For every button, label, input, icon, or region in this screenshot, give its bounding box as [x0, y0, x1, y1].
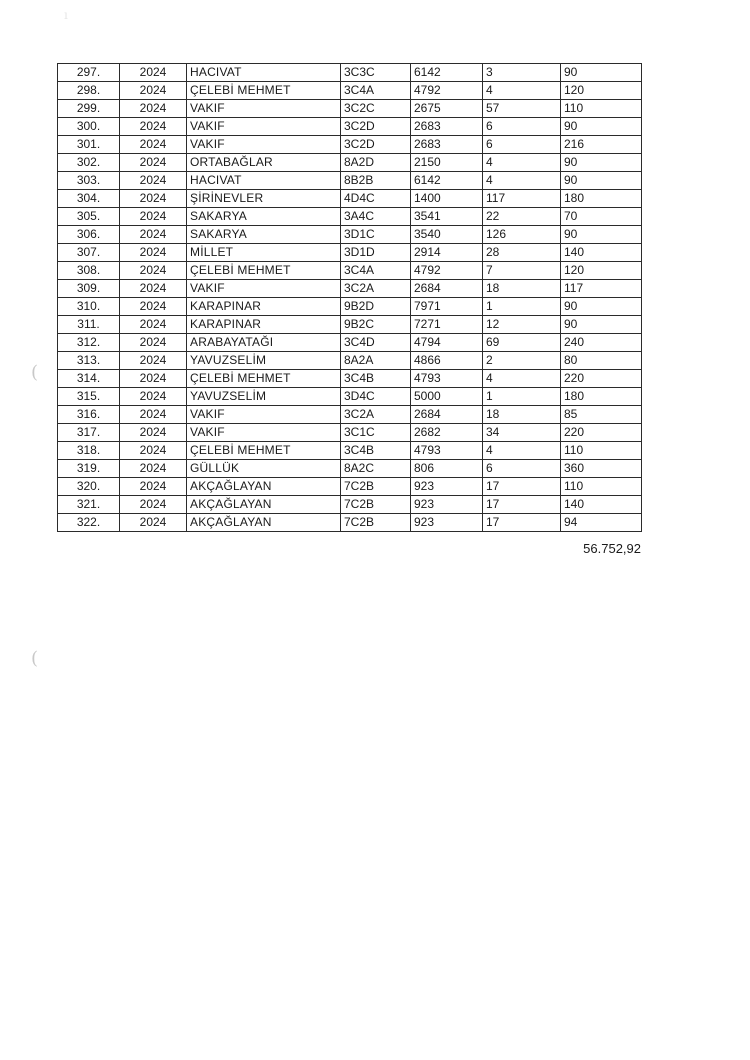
table-row	[58, 496, 642, 514]
quantity-cell: 126	[483, 226, 561, 244]
row-number-cell: 321.	[58, 496, 120, 514]
year-cell: 2024	[120, 262, 187, 280]
row-number-cell: 318.	[58, 442, 120, 460]
quantity-cell: 6	[483, 136, 561, 154]
value-cell: 70	[561, 208, 642, 226]
parcel-number-cell: 5000	[411, 388, 483, 406]
parcel-number-cell: 7271	[411, 316, 483, 334]
quantity-cell: 28	[483, 244, 561, 262]
location-name-cell: VAKIF	[187, 136, 341, 154]
block-code-cell: 3A4C	[341, 208, 411, 226]
table-row	[58, 64, 642, 82]
year-cell: 2024	[120, 136, 187, 154]
table-row	[58, 280, 642, 298]
year-cell: 2024	[120, 172, 187, 190]
year-cell: 2024	[120, 352, 187, 370]
value-cell: 140	[561, 496, 642, 514]
year-cell: 2024	[120, 496, 187, 514]
records-table-body	[58, 64, 642, 532]
year-cell: 2024	[120, 406, 187, 424]
value-cell: 80	[561, 352, 642, 370]
quantity-cell: 1	[483, 298, 561, 316]
table-row	[58, 406, 642, 424]
block-code-cell: 9B2C	[341, 316, 411, 334]
quantity-cell: 4	[483, 154, 561, 172]
grand-total: 56.752,92	[583, 541, 641, 556]
value-cell: 110	[561, 442, 642, 460]
block-code-cell: 8A2C	[341, 460, 411, 478]
quantity-cell: 117	[483, 190, 561, 208]
year-cell: 2024	[120, 370, 187, 388]
parcel-number-cell: 4793	[411, 442, 483, 460]
location-name-cell: YAVUZSELİM	[187, 352, 341, 370]
table-row	[58, 172, 642, 190]
table-row	[58, 262, 642, 280]
block-code-cell: 3C4B	[341, 370, 411, 388]
row-number-cell: 299.	[58, 100, 120, 118]
value-cell: 85	[561, 406, 642, 424]
parcel-number-cell: 2682	[411, 424, 483, 442]
parcel-number-cell: 1400	[411, 190, 483, 208]
row-number-cell: 309.	[58, 280, 120, 298]
table-row	[58, 370, 642, 388]
quantity-cell: 34	[483, 424, 561, 442]
location-name-cell: ÇELEBİ MEHMET	[187, 442, 341, 460]
year-cell: 2024	[120, 442, 187, 460]
block-code-cell: 7C2B	[341, 514, 411, 532]
table-row	[58, 352, 642, 370]
value-cell: 117	[561, 280, 642, 298]
table-row	[58, 190, 642, 208]
location-name-cell: SAKARYA	[187, 226, 341, 244]
parcel-number-cell: 2684	[411, 280, 483, 298]
value-cell: 220	[561, 370, 642, 388]
table-row	[58, 460, 642, 478]
year-cell: 2024	[120, 460, 187, 478]
row-number-cell: 319.	[58, 460, 120, 478]
quantity-cell: 4	[483, 82, 561, 100]
value-cell: 90	[561, 64, 642, 82]
parcel-number-cell: 3540	[411, 226, 483, 244]
row-number-cell: 306.	[58, 226, 120, 244]
parcel-number-cell: 7971	[411, 298, 483, 316]
year-cell: 2024	[120, 514, 187, 532]
block-code-cell: 9B2D	[341, 298, 411, 316]
quantity-cell: 4	[483, 172, 561, 190]
quantity-cell: 57	[483, 100, 561, 118]
block-code-cell: 3C4B	[341, 442, 411, 460]
year-cell: 2024	[120, 478, 187, 496]
block-code-cell: 3C2D	[341, 118, 411, 136]
table-row	[58, 118, 642, 136]
parcel-number-cell: 806	[411, 460, 483, 478]
parcel-number-cell: 4792	[411, 262, 483, 280]
block-code-cell: 3C4A	[341, 82, 411, 100]
block-code-cell: 7C2B	[341, 496, 411, 514]
value-cell: 90	[561, 154, 642, 172]
quantity-cell: 4	[483, 370, 561, 388]
block-code-cell: 3D1D	[341, 244, 411, 262]
quantity-cell: 18	[483, 280, 561, 298]
quantity-cell: 22	[483, 208, 561, 226]
year-cell: 2024	[120, 388, 187, 406]
row-number-cell: 322.	[58, 514, 120, 532]
location-name-cell: KARAPINAR	[187, 298, 341, 316]
year-cell: 2024	[120, 190, 187, 208]
quantity-cell: 2	[483, 352, 561, 370]
year-cell: 2024	[120, 208, 187, 226]
quantity-cell: 17	[483, 478, 561, 496]
parcel-number-cell: 4792	[411, 82, 483, 100]
block-code-cell: 3C1C	[341, 424, 411, 442]
row-number-cell: 305.	[58, 208, 120, 226]
block-code-cell: 8A2A	[341, 352, 411, 370]
row-number-cell: 304.	[58, 190, 120, 208]
parcel-number-cell: 2684	[411, 406, 483, 424]
block-code-cell: 3C2A	[341, 406, 411, 424]
parcel-number-cell: 2150	[411, 154, 483, 172]
value-cell: 94	[561, 514, 642, 532]
location-name-cell: ÇELEBİ MEHMET	[187, 82, 341, 100]
year-cell: 2024	[120, 298, 187, 316]
year-cell: 2024	[120, 82, 187, 100]
year-cell: 2024	[120, 244, 187, 262]
parcel-number-cell: 4866	[411, 352, 483, 370]
parcel-number-cell: 2914	[411, 244, 483, 262]
value-cell: 220	[561, 424, 642, 442]
parcel-number-cell: 923	[411, 514, 483, 532]
quantity-cell: 17	[483, 514, 561, 532]
value-cell: 90	[561, 298, 642, 316]
location-name-cell: AKÇAĞLAYAN	[187, 496, 341, 514]
quantity-cell: 12	[483, 316, 561, 334]
value-cell: 110	[561, 100, 642, 118]
parcel-number-cell: 2683	[411, 118, 483, 136]
location-name-cell: HACIVAT	[187, 172, 341, 190]
location-name-cell: ÇELEBİ MEHMET	[187, 262, 341, 280]
value-cell: 90	[561, 118, 642, 136]
year-cell: 2024	[120, 64, 187, 82]
table-row	[58, 334, 642, 352]
row-number-cell: 307.	[58, 244, 120, 262]
location-name-cell: GÜLLÜK	[187, 460, 341, 478]
parcel-number-cell: 2683	[411, 136, 483, 154]
table-row	[58, 514, 642, 532]
row-number-cell: 320.	[58, 478, 120, 496]
block-code-cell: 3D4C	[341, 388, 411, 406]
table-row	[58, 244, 642, 262]
parcel-number-cell: 4794	[411, 334, 483, 352]
year-cell: 2024	[120, 154, 187, 172]
value-cell: 120	[561, 262, 642, 280]
location-name-cell: VAKIF	[187, 118, 341, 136]
year-cell: 2024	[120, 334, 187, 352]
parcel-number-cell: 923	[411, 496, 483, 514]
scan-artifact-mark: ı	[64, 8, 68, 22]
location-name-cell: VAKIF	[187, 406, 341, 424]
row-number-cell: 301.	[58, 136, 120, 154]
location-name-cell: ARABAYATAĞI	[187, 334, 341, 352]
table-row	[58, 100, 642, 118]
year-cell: 2024	[120, 118, 187, 136]
scan-artifact-mark: (	[31, 362, 39, 383]
location-name-cell: ORTABAĞLAR	[187, 154, 341, 172]
row-number-cell: 312.	[58, 334, 120, 352]
parcel-number-cell: 6142	[411, 172, 483, 190]
value-cell: 216	[561, 136, 642, 154]
block-code-cell: 3C3C	[341, 64, 411, 82]
block-code-cell: 3C4A	[341, 262, 411, 280]
location-name-cell: HACIVAT	[187, 64, 341, 82]
quantity-cell: 4	[483, 442, 561, 460]
year-cell: 2024	[120, 280, 187, 298]
row-number-cell: 317.	[58, 424, 120, 442]
table-row	[58, 298, 642, 316]
table-row	[58, 136, 642, 154]
parcel-number-cell: 4793	[411, 370, 483, 388]
year-cell: 2024	[120, 424, 187, 442]
block-code-cell: 3C2D	[341, 136, 411, 154]
quantity-cell: 7	[483, 262, 561, 280]
quantity-cell: 17	[483, 496, 561, 514]
row-number-cell: 310.	[58, 298, 120, 316]
location-name-cell: VAKIF	[187, 424, 341, 442]
quantity-cell: 3	[483, 64, 561, 82]
block-code-cell: 3D1C	[341, 226, 411, 244]
table-row	[58, 82, 642, 100]
value-cell: 120	[561, 82, 642, 100]
row-number-cell: 300.	[58, 118, 120, 136]
value-cell: 90	[561, 226, 642, 244]
parcel-number-cell: 3541	[411, 208, 483, 226]
value-cell: 140	[561, 244, 642, 262]
parcel-number-cell: 6142	[411, 64, 483, 82]
year-cell: 2024	[120, 316, 187, 334]
quantity-cell: 18	[483, 406, 561, 424]
row-number-cell: 302.	[58, 154, 120, 172]
row-number-cell: 298.	[58, 82, 120, 100]
block-code-cell: 8B2B	[341, 172, 411, 190]
row-number-cell: 303.	[58, 172, 120, 190]
block-code-cell: 3C2A	[341, 280, 411, 298]
row-number-cell: 313.	[58, 352, 120, 370]
table-row	[58, 388, 642, 406]
value-cell: 180	[561, 388, 642, 406]
location-name-cell: AKÇAĞLAYAN	[187, 478, 341, 496]
quantity-cell: 69	[483, 334, 561, 352]
value-cell: 90	[561, 172, 642, 190]
value-cell: 360	[561, 460, 642, 478]
block-code-cell: 3C2C	[341, 100, 411, 118]
parcel-number-cell: 923	[411, 478, 483, 496]
block-code-cell: 3C4D	[341, 334, 411, 352]
year-cell: 2024	[120, 100, 187, 118]
table-row	[58, 316, 642, 334]
records-table	[57, 63, 642, 532]
quantity-cell: 1	[483, 388, 561, 406]
row-number-cell: 316.	[58, 406, 120, 424]
row-number-cell: 308.	[58, 262, 120, 280]
block-code-cell: 8A2D	[341, 154, 411, 172]
parcel-number-cell: 2675	[411, 100, 483, 118]
location-name-cell: ŞİRİNEVLER	[187, 190, 341, 208]
location-name-cell: YAVUZSELİM	[187, 388, 341, 406]
location-name-cell: AKÇAĞLAYAN	[187, 514, 341, 532]
table-row	[58, 208, 642, 226]
value-cell: 180	[561, 190, 642, 208]
table-row	[58, 424, 642, 442]
location-name-cell: ÇELEBİ MEHMET	[187, 370, 341, 388]
year-cell: 2024	[120, 226, 187, 244]
table-row	[58, 478, 642, 496]
value-cell: 110	[561, 478, 642, 496]
location-name-cell: MİLLET	[187, 244, 341, 262]
block-code-cell: 7C2B	[341, 478, 411, 496]
quantity-cell: 6	[483, 460, 561, 478]
location-name-cell: KARAPINAR	[187, 316, 341, 334]
block-code-cell: 4D4C	[341, 190, 411, 208]
quantity-cell: 6	[483, 118, 561, 136]
value-cell: 240	[561, 334, 642, 352]
location-name-cell: SAKARYA	[187, 208, 341, 226]
table-row	[58, 226, 642, 244]
row-number-cell: 315.	[58, 388, 120, 406]
row-number-cell: 311.	[58, 316, 120, 334]
table-row	[58, 154, 642, 172]
value-cell: 90	[561, 316, 642, 334]
location-name-cell: VAKIF	[187, 100, 341, 118]
location-name-cell: VAKIF	[187, 280, 341, 298]
row-number-cell: 314.	[58, 370, 120, 388]
table-row	[58, 442, 642, 460]
scan-artifact-mark: (	[31, 648, 39, 669]
row-number-cell: 297.	[58, 64, 120, 82]
